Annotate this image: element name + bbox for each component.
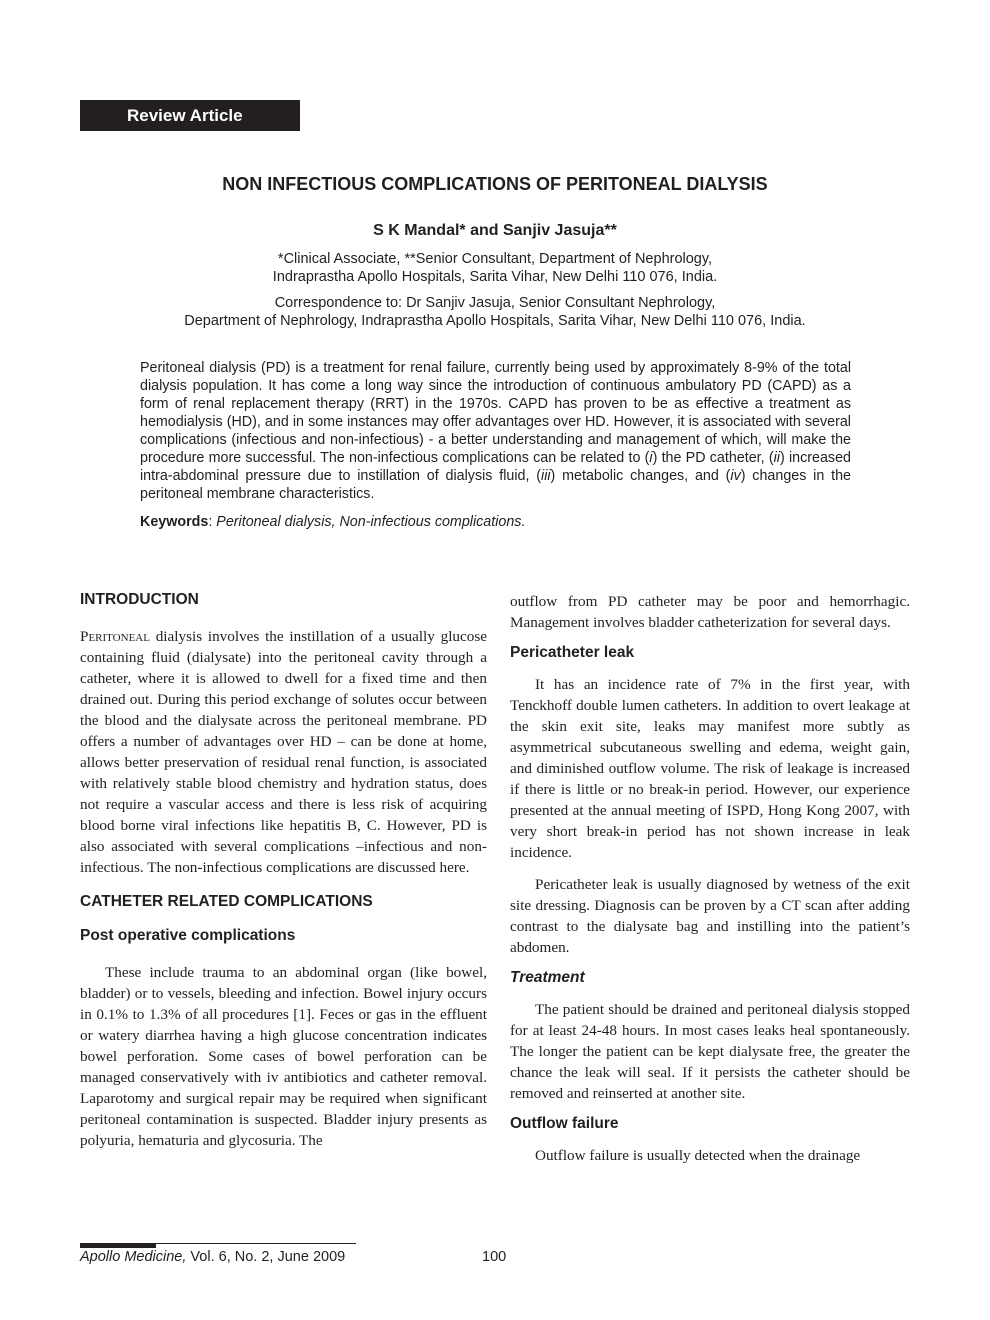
section-heading-catheter: CATHETER RELATED COMPLICATIONS [80, 893, 373, 910]
page-number: 100 [482, 1249, 507, 1265]
leak-paragraph-2: Pericatheter leak is usually diagnosed by wetness of the exit site dressing. Diagnosis can be proven by a CT scan after adding contrast to the dialysate bag and instilling into the patient’s abdomen. [510, 876, 910, 956]
left-column [80, 591, 487, 1151]
authors: S K Mandal* and Sanjiv Jasuja** [373, 222, 617, 239]
affiliation-line-1: *Clinical Associate, **Senior Consultant, Department of Nephrology, [277, 251, 713, 267]
affiliation-line-2: Indraprastha Apollo Hospitals, Sarita Vihar, New Delhi 110 076, India. [272, 269, 718, 285]
keywords-value: Peritoneal dialysis, Non-infectious complications. [216, 514, 526, 530]
correspondence-line-2: Department of Nephrology, Indraprastha Apollo Hospitals, Sarita Vihar, New Delhi 110 076, India. [184, 313, 806, 329]
subheading-pericatheter-leak: Pericatheter leak [510, 644, 635, 661]
leak-paragraph-1: It has an incidence rate of 7% in the first year, with Tenckhoff double lumen catheters. In addition to overt leakage at the skin exit site, leaks may manifest more subtly as asymmetrical subcutaneous swelling and edema, weight gain, and diminished outflow volume. The risk of leakage is increased if there is little or no break-in period. However, our experience presented at the annual meeting of ISPD, Hong Kong 2007, with very short break-in period has not shown increase in leak incidence. [510, 676, 910, 861]
outflow-paragraph: Outflow failure is usually detected when the drainage [535, 1147, 861, 1164]
section-heading-introduction: INTRODUCTION [80, 591, 199, 608]
keywords-label: Keywords [140, 514, 209, 530]
correspondence-line-1: Correspondence to: Dr Sanjiv Jasuja, Senior Consultant Nephrology, [274, 295, 716, 311]
right-column [510, 591, 910, 1166]
introduction-paragraph: Peritoneal dialysis involves the instillation of a usually glucose containing fluid (dialysate) into the peritoneal cavity through a catheter, where it is allowed to dwell for a fixed time and then drained out. During this period exchange of solutes occur between the blood and the dialysate across the peritoneal membrane. PD offers a number of advantages over HD – can be done at home, allows better preservation of residual renal function, is associated with relatively stable blood chemistry and hydration status, does not require a vascular access and there is less risk of acquiring blood borne viral infections like hepatitis B, C. However, PD is also associated with several complications –infectious and non-infectious. The non-infectious complications are discussed here. [80, 628, 487, 876]
keywords: Keywords: Peritoneal dialysis, Non-infectious complications. [140, 514, 526, 530]
footer-journal-citation: Apollo Medicine, Vol. 6, No. 2, June 2009 [80, 1249, 346, 1265]
subheading-outflow-failure: Outflow failure [510, 1115, 619, 1132]
subheading-treatment: Treatment [510, 969, 585, 986]
continued-paragraph: outflow from PD catheter may be poor and hemorrhagic. Management involves bladder catheterization for several days. [510, 593, 910, 631]
article-title: NON INFECTIOUS COMPLICATIONS OF PERITONEAL DIALYSIS [222, 174, 768, 194]
footer-rule-accent [80, 1243, 156, 1248]
article-type-tag: Review Article [80, 100, 300, 131]
abstract: Peritoneal dialysis (PD) is a treatment for renal failure, currently being used by approximately 8-9% of the total dialysis population. It has come a long way since the introduction of continuous ambulatory PD (CAPD) as a form of renal replacement therapy (RRT) in the 1970s. CAPD has proven to be as effective a treatment as hemodialysis (HD), and in some instances may offer advantages over HD. However, it is associated with several complications (infectious and non-infectious) - a better understanding and management of which, will make the procedure more successful. The non-infectious complications can be related to (i) the PD catheter, (ii) increased intra-abdominal pressure due to instillation of dialysis fluid, (iii) metabolic changes, and (iv) changes in the peritoneal membrane characteristics. [140, 360, 851, 502]
subheading-postop: Post operative complications [80, 927, 296, 944]
postop-paragraph: These include trauma to an abdominal organ (like bowel, bladder) or to vessels, bleeding and infection. Bowel injury occurs in 0.1% to 1.3% of all procedures [1]. Feces or gas in the effluent or watery diarrhea having a high glucose concentration indicates bowel perforation. Some cases of bowel perforation can be managed conservatively with iv antibiotics and catheter removal. Laparotomy and surgical repair may be required when significant peritoneal contamination is suspected. Bladder injury presents as polyuria, hematuria and glycosuria. The [80, 964, 487, 1149]
treatment-paragraph: The patient should be drained and peritoneal dialysis stopped for at least 24-48 hours. In most cases leaks heal spontaneously. The longer the patient can be kept dialysate free, the greater the chance the leak will seal. If it persists the catheter should be removed and reinserted at another site. [510, 1001, 910, 1102]
